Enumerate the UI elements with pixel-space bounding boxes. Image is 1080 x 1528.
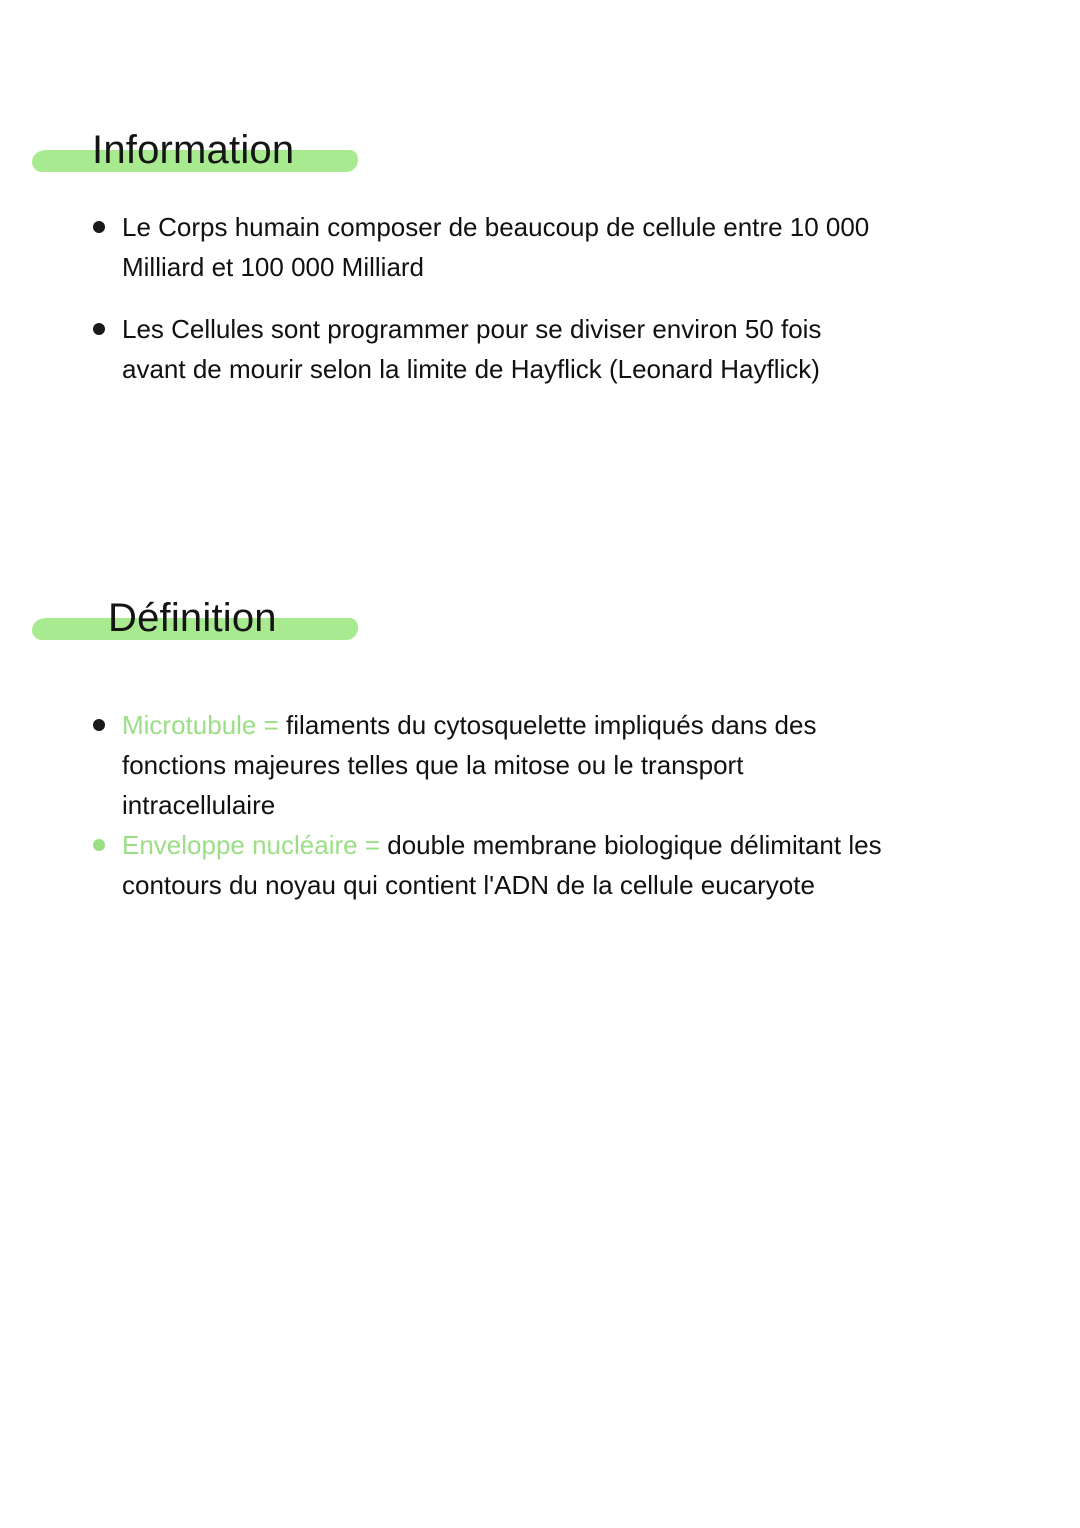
definition-text: filaments du cytosquelette impliqués dans des fonctions majeures telles que la mitose ou le transport intracellulaire [122,710,817,820]
definition-item [90,825,890,905]
bullet-icon [93,719,105,731]
definition-list [90,705,890,905]
bullet-icon [93,839,105,851]
section-title: Information [92,128,295,172]
item-text: Les Cellules sont programmer pour se diviser environ 50 fois avant de mourir selon la limite de Hayflick (Leonard Hayflick) [122,314,822,384]
definition-term: Microtubule = [122,710,279,740]
definition-item [90,705,890,825]
section-heading-definition [32,580,360,640]
list-item [90,309,890,389]
item-text: Le Corps humain composer de beaucoup de cellule entre 10 000 Milliard et 100 000 Milliard [122,212,870,282]
information-list [90,207,890,389]
bullet-icon [93,323,105,335]
list-item [90,207,890,287]
definition-term: Enveloppe nucléaire = [122,830,381,860]
section-title: Définition [108,596,277,640]
bullet-icon [93,221,105,233]
definition-text: double membrane biologique délimitant les contours du noyau qui contient l'ADN de la cellule eucaryote [122,830,882,900]
section-heading-information [32,112,360,172]
